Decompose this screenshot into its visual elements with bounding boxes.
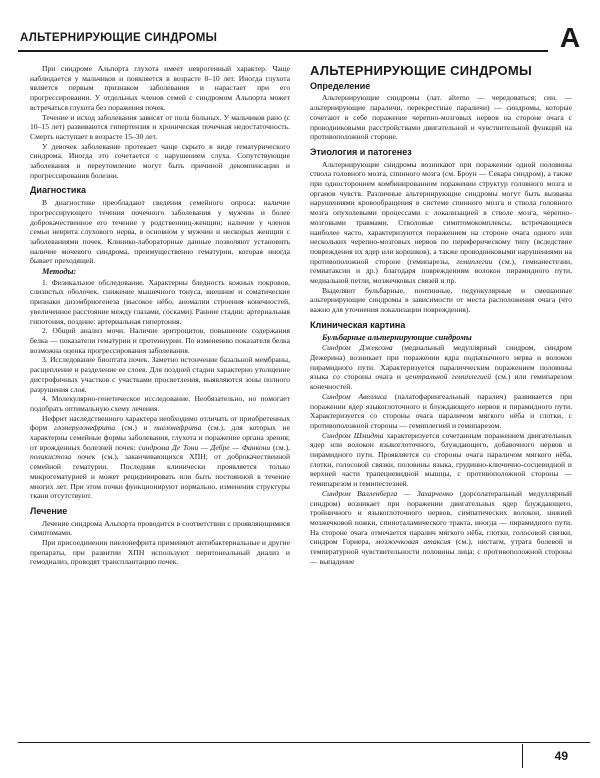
running-title: АЛЬТЕРНИРУЮЩИЕ СИНДРОМЫ <box>20 32 218 44</box>
paragraph: Нефрит наследственного характера необходимо отличать от приобретенных форм гломерулонефрита (см.) и пиелонефрита (см.), для которых не характерны семейные формы заболевания, глухота и поражение органа зрения; от врожденных болезней почек: синдрома Де Тони — Дебре — Фанкони (см.), поликистоза почек (см.), заканчивающихся ХПН; от доброкачественной семейной гематурии. Последняя клинически проявляется только микрогематурией и может рецидивировать или быть постоянной в течение многих лет. При этом почки функционируют нормально, изменения структуры ткани отсутствуют. <box>30 413 290 501</box>
method-item: 1. Физикальное обследование. Характерны бледность кожных покровов, слизистых оболочек, снижение мышечного тонуса, внешние и соматические признаки дизэмбриогенеза (высокое нёбо, аномалии строения конечностей, увеличенное расстояние между глазами, сосками). Ранние стадии: артериальная гипотония, поздние: артериальная гипертония. <box>30 277 290 326</box>
section-title-diagnostics: Диагностика <box>30 185 86 196</box>
syndrome-paragraph: Синдром Джексона (медиальный медуллярный синдром, синдром Дежерина) возникает при поражении ядра подъязычного нерва и волокон пирамидного пути. Характеризуется параличческим поражением половины языка со стороны очага и центральной гемиплегией (см.) или гемипарезом конечностей. <box>310 343 572 392</box>
page-number: 49 <box>522 744 572 768</box>
paragraph: При синдроме Альпорта глухота имеет неврогенный характер. Чаще наблюдается у мальчиков и появляется в возрасте 8–10 лет. Иногда глухота является первым признаком заболевания и нарастает при его прогрессировании. У отдельных членов семей с синдромом Альпорта может встречаться глухота без поражения почек. <box>30 64 290 112</box>
paragraph: Выделяют бульбарные, понтинные, педункулярные и смешанные альтернирующие синдромы в зависимости от места расположения очага (что важно для уточнения локализации повреждения). <box>310 285 572 315</box>
left-column <box>30 64 290 734</box>
syndrome-paragraph: Синдром Шмидта характеризуется сочетанным поражением двигательных ядер или волокон языкоглоточного, блуждающего, добавочного нервов и пирамидного пути. Проявляется со стороны очага параличом мягкого нёба, глотки, голосовой связки, половины языка, грудинно-ключично-сосцевидной и верхней части трапециевидной мышцы, с противоположной стороны — гемипарезом и гемипестезией. <box>310 430 572 489</box>
section-title-treatment: Лечение <box>30 505 68 516</box>
running-header <box>18 28 548 52</box>
right-column <box>310 64 572 734</box>
paragraph: Альтернирующие синдромы возникают при поражении одной половины ствола головного мозга, спинного мозга (см. Броун — Секара синдром), а также при одностороннем комбинированном поражении структур головного мозга и органов чувств. Различные альтернирующие синдромы могут быть вызваны нарушениями кровообращения в системе спинного мозга и ствола головного мозга опухолевыми процессами с локализацией в стволе мозга, черепно-мозговыми травмами. Стволовые симптомокомплексы, встречающиеся наиболее часто, характеризуются поражением на стороне очага одного или нескольких черепно-мозговых нервов по периферическому типу (вследствие повреждения их ядер или корешков), а также проводниковыми нарушениями на противоположной стороне (гемипарезы, гемиплегии (см.), гемианестезии, гемиатаксии и др.) благодаря повреждениям волокон пирамидного пути, медиальной петли, мозжечковых связей и пр. <box>310 159 572 286</box>
footer-rule <box>18 742 590 743</box>
paragraph: В диагностике преобладают сведения семейного опроса: наличие прогрессирующего течения почечного заболевания у мужчин и более доброкачественное его течение у родственниц-женщин; наличие у членов семьи неврита слухового нерва, в основном у мужчин и нескорых женщин с заболеваниями почек. Клинико-лабораторные данные позволяют установить наличие мочевого синдрома, преимущественно гематурии, которая иногда бывает преходящей. <box>30 198 290 266</box>
letter-tab: А <box>559 22 581 53</box>
method-item: 2. Общий анализ мочи. Наличие эритроцитов, повышение содержания белка — показатели гематурии и протеинурии. По изменению показателя белка возможна оценка прогрессирования заболевания. <box>30 326 290 355</box>
paragraph: Альтернирующие синдромы (лат. alterno — чередоваться; син. — альтернирующие параличи, перекрестные параличи) — синдромы, которые сочетают в себе поражение черепно-мозговых нервов на стороне очага с проводниковыми расстройствами двигательной и чувствительной функций на противоположной стороне. <box>310 93 572 142</box>
section-title-etiology: Этиология и патогенез <box>310 146 412 157</box>
paragraph: У девочек заболевание протекает чаще скрыто в виде гематурического синдрома. Иногда это сочетается с нарушением слуха. Сопутствующие заболевания и переутомление могут быть причиной декомпенсации и прогрессирования болезни. <box>30 141 290 180</box>
bulbar-subtitle: Бульбарные альтернирующие синдромы <box>322 332 472 342</box>
paragraph: Лечение синдрома Альпорта проводится в соответствии с проявляющимися симптомами. <box>30 518 290 538</box>
paragraph: При присоединении пиелонефрита применяют антибактериальные и другие препараты, при развитии ХПН используют перитонеальный диализ и гемодиализ, проводят трансплантацию почек. <box>30 538 290 567</box>
method-item: 4. Молекулярно-генетическое исследование. Необязательно, но помогает подобрать оптимальную схему лечения. <box>30 394 290 413</box>
article-title: АЛЬТЕРНИРУЮЩИЕ СИНДРОМЫ <box>310 64 533 78</box>
methods-title: Методы: <box>42 267 77 277</box>
section-title-clinic: Клиническая картина <box>310 319 406 330</box>
method-item: 3. Исследование биоптата почек. Заметно истончение базальной мембраны, расщепление и разделение ее слоев. Для поздней стадии характерно утолщение дистрофичных участков с участками просветления, выявляются зоны полного разрушения слоя. <box>30 355 290 394</box>
syndrome-paragraph: Синдром Авеллиса (палатофарингеальный паралич) развивается при поражении ядер языкоглоточного и блуждающего нервов и пирамидного пути. Характеризуется со стороны очага параличом мягкого нёба и глотки, с противоположной стороны — гемиплегией и гемипарезом. <box>310 391 572 430</box>
syndrome-paragraph: Синдром Валленберга — Захарченко (дорсолатеральный медуллярный синдром) возникает при поражении двигательных ядер блуждающего, тройничного и языкоглоточного нервов, симпатических волокон, нижней мозжечковой ножки, спиноталамического тракта, иногда — пирамидного пути. На стороне очага отмечается паралич мягкого нёба, глотки, голосовой связки, синдром Горнера, мозжечковая атаксия (см.), нистагм, утрата болевой и температурной чувствительности половины лица; с противоположной стороны — выпадение <box>310 488 572 566</box>
paragraph: Течение и исход заболевания зависят от пола больных. У мальчиков рано (с 10–15 лет) развиваются гипертензия и хроническая почечная недостаточность. Смерть наступает в возрасте 15–30 лет. <box>30 112 290 141</box>
section-title-definition: Определение <box>310 80 371 91</box>
